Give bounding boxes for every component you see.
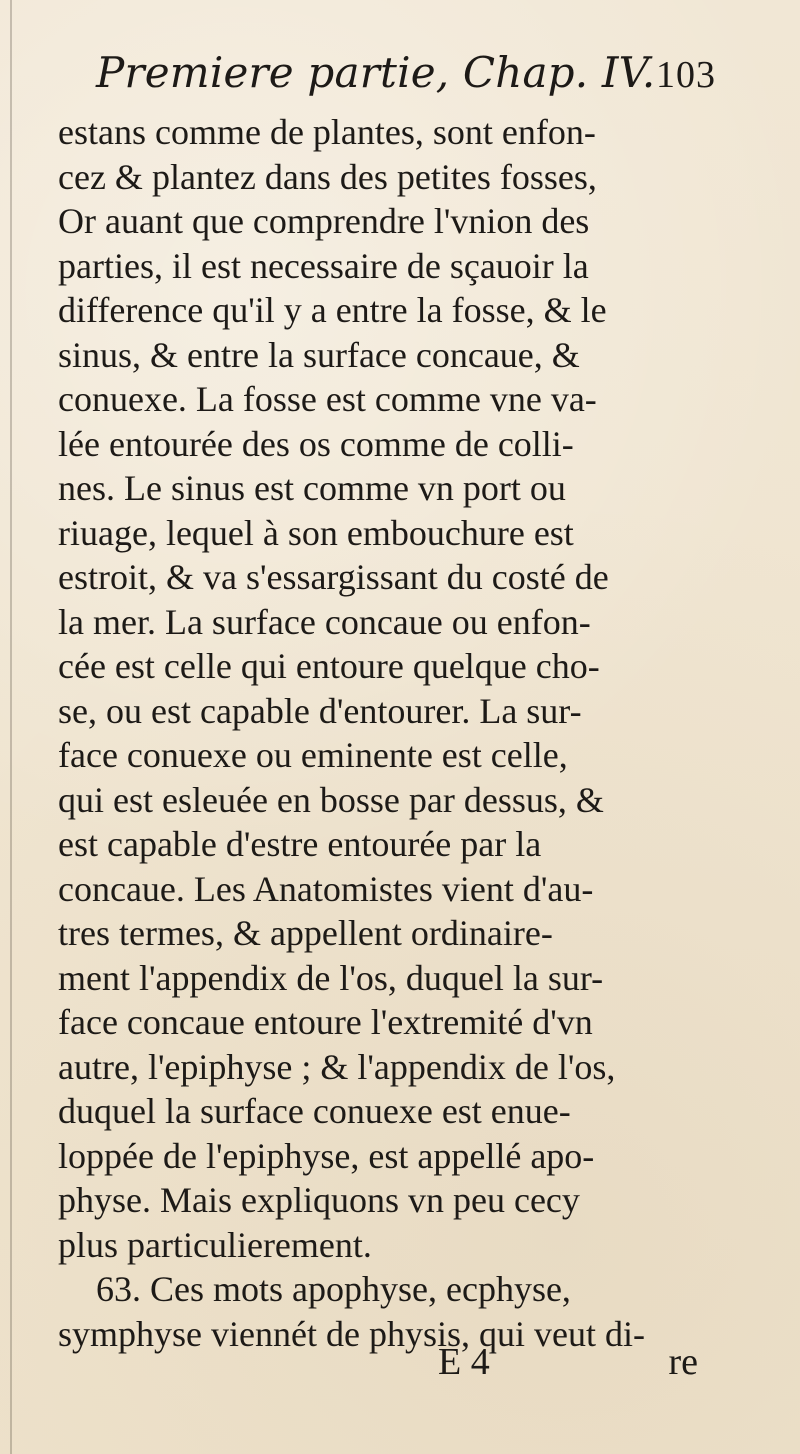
text-line: symphyse viennét de physis, qui veut di-	[58, 1313, 645, 1354]
text-line: difference qu'il y a entre la fosse, & le	[58, 290, 607, 330]
text-line: physe. Mais expliquons vn peu cecy	[58, 1180, 580, 1220]
text-line: parties, il est necessaire de sçauoir la	[58, 245, 589, 286]
text-line: concaue. Les Anatomistes vient d'au-	[58, 868, 594, 909]
text-line: lée entourée des os comme de colli-	[58, 423, 574, 464]
text-line: face conuexe ou eminente est celle,	[58, 735, 568, 775]
text-line: loppée de l'epiphyse, est appellé apo-	[58, 1135, 595, 1176]
text-line: sinus, & entre la surface concaue, &	[58, 334, 580, 375]
body-text	[58, 110, 748, 1356]
text-line: estans comme de plantes, sont enfon-	[58, 112, 596, 152]
text-line: autre, l'epiphyse ; & l'appendix de l'os,	[58, 1046, 616, 1087]
text-line: duquel la surface conuexe est enue-	[58, 1091, 571, 1131]
page-number: 103	[656, 54, 716, 96]
running-head	[96, 48, 716, 112]
text-line: riuage, lequel à son embouchure est	[58, 512, 574, 553]
text-line: qui est esleuée en bosse par dessus, &	[58, 779, 604, 820]
text-line: se, ou est capable d'entourer. La sur-	[58, 690, 582, 731]
text-line: 63. Ces mots apophyse, ecphyse,	[96, 1269, 571, 1309]
text-line: cée est celle qui entoure quelque cho-	[58, 646, 600, 686]
signature-mark: E 4	[438, 1341, 490, 1383]
catchword: re	[668, 1341, 698, 1383]
text-line: nes. Le sinus est comme vn port ou	[58, 468, 566, 508]
text-line: est capable d'estre entourée par la	[58, 824, 542, 864]
running-head-title: Premiere partie, Chap. IV.	[96, 48, 656, 97]
text-line: estroit, & va s'essargissant du costé de	[58, 557, 609, 597]
text-line: plus particulierement.	[58, 1224, 372, 1265]
text-line: la mer. La surface concaue ou enfon-	[58, 601, 591, 642]
text-line: cez & plantez dans des petites fosses,	[58, 156, 597, 197]
text-line: Or auant que comprendre l'vnion des	[58, 201, 590, 241]
page-footer	[438, 1340, 698, 1400]
text-line: ment l'appendix de l'os, duquel la sur-	[58, 957, 604, 998]
text-line: face concaue entoure l'extremité d'vn	[58, 1002, 593, 1042]
page-edge-line	[10, 0, 12, 1454]
text-line: tres termes, & appellent ordinaire-	[58, 913, 553, 953]
text-line: conuexe. La fosse est comme vne va-	[58, 379, 597, 419]
